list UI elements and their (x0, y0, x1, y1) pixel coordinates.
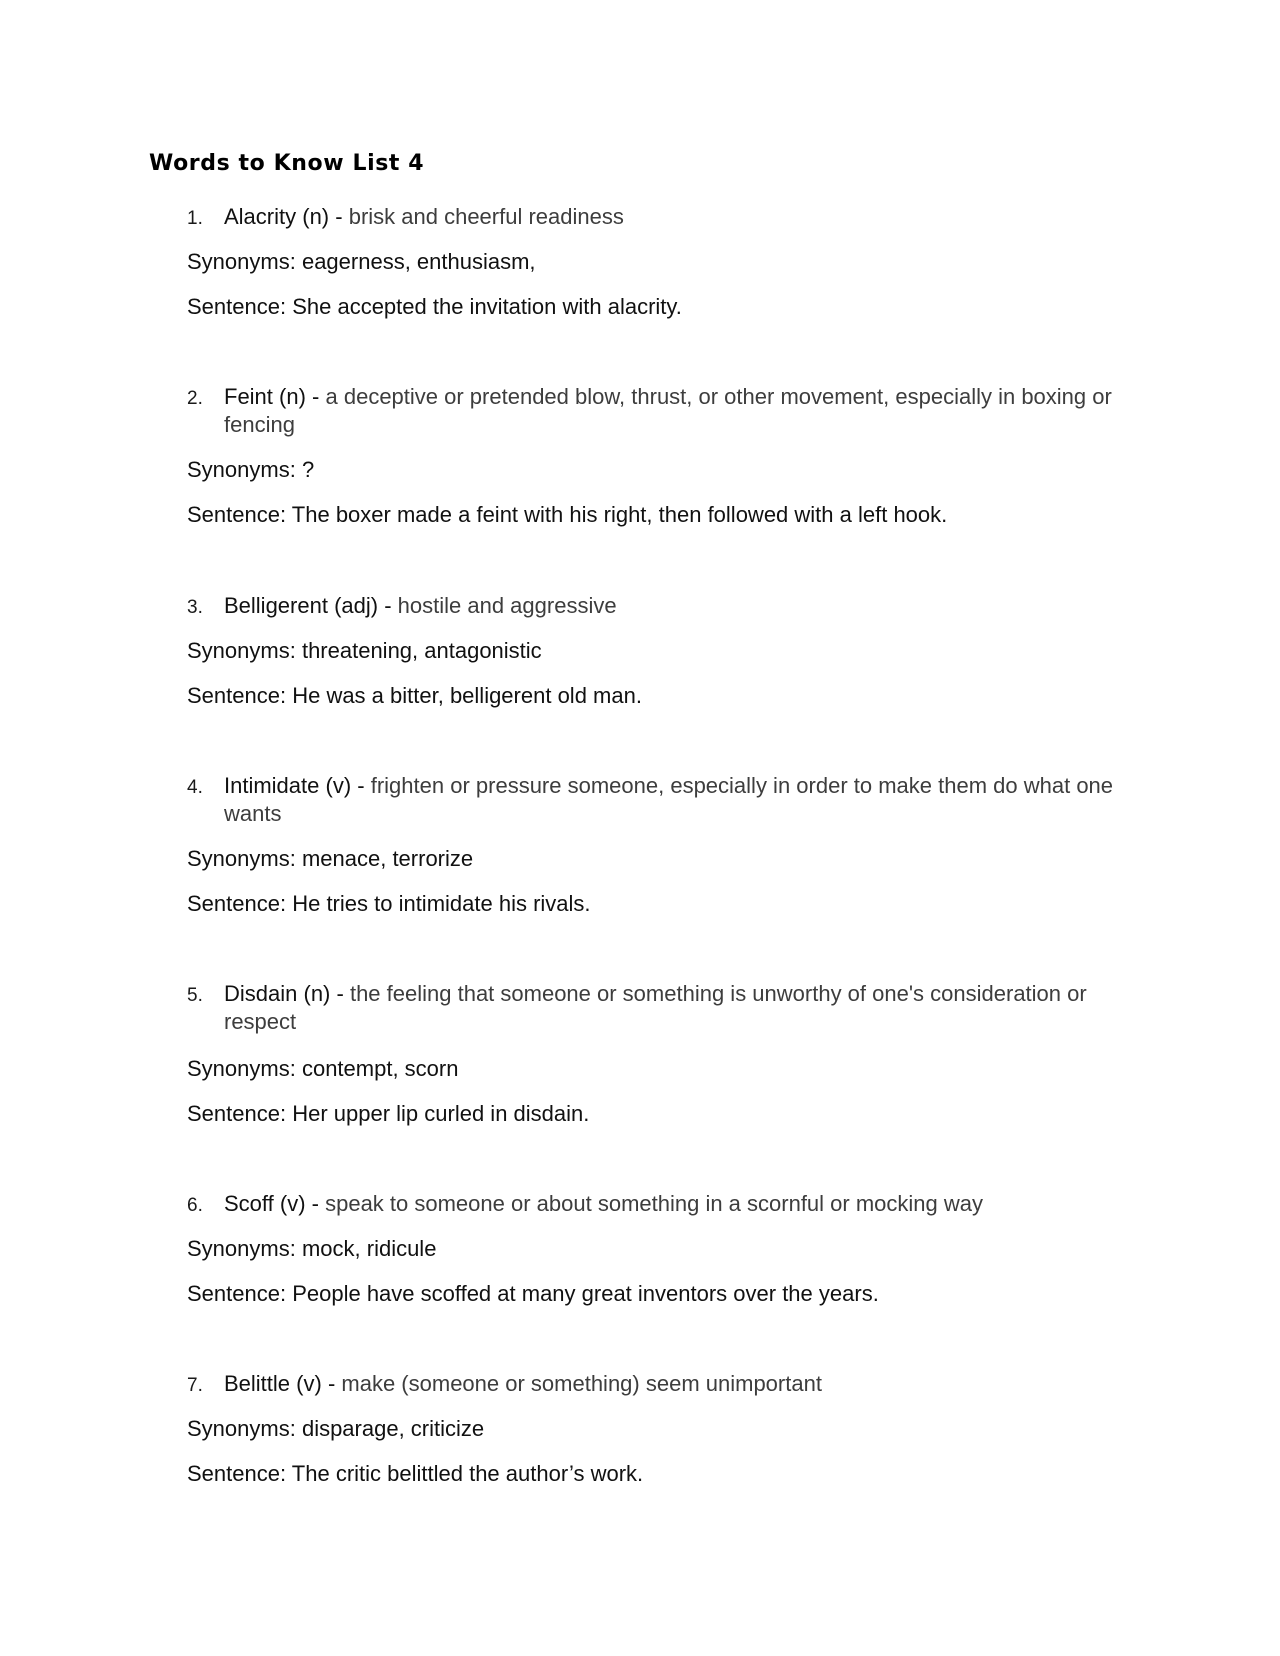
item-number: 3. (187, 597, 203, 618)
definition-text: Intimidate (v) - frighten or pressure someone, especially in order to make them do what one wants (224, 773, 1114, 826)
synonyms-label: Synonyms: (187, 846, 296, 871)
sentence-label: Sentence: (187, 294, 287, 319)
definition-line (187, 592, 1147, 620)
definition: the feeling that someone or something is unworthy of one's consideration or respect (224, 981, 1087, 1034)
synonyms-row (187, 1415, 484, 1443)
synonyms: menace, terrorize (301, 846, 474, 871)
sentence: He tries to intimidate his rivals. (292, 891, 591, 916)
word: Feint (224, 384, 273, 409)
definition-line (187, 1190, 1147, 1218)
definition-line (187, 383, 1147, 439)
word: Belittle (224, 1371, 291, 1396)
part-of-speech: (n) (302, 204, 330, 229)
part-of-speech: (n) (303, 981, 331, 1006)
definition-text: Scoff (v) - speak to someone or about something in a scornful or mocking way (224, 1191, 983, 1216)
item-number: 6. (187, 1195, 203, 1216)
definition-text: Belligerent (adj) - hostile and aggressive (224, 593, 617, 618)
synonyms-row (187, 456, 314, 484)
definition-text: Disdain (n) - the feeling that someone or something is unworthy of one's consideration or respect (224, 981, 1087, 1034)
sentence: She accepted the invitation with alacrity. (292, 294, 682, 319)
synonyms-label: Synonyms: (187, 1416, 296, 1441)
sentence: The boxer made a feint with his right, then followed with a left hook. (291, 502, 948, 527)
synonyms: disparage, criticize (301, 1416, 485, 1441)
synonyms-row (187, 248, 536, 276)
definition-line (187, 203, 1147, 231)
word: Belligerent (224, 593, 328, 618)
definition: brisk and cheerful readiness (348, 204, 624, 229)
sentence-label: Sentence: (187, 1101, 287, 1126)
synonyms-row (187, 1235, 436, 1263)
item-number: 1. (187, 208, 203, 229)
part-of-speech: (v) (279, 1191, 306, 1216)
sentence-row (187, 1460, 643, 1488)
sentence-row (187, 293, 682, 321)
sentence-label: Sentence: (187, 683, 287, 708)
item-number: 7. (187, 1375, 203, 1396)
definition: hostile and aggressive (397, 593, 617, 618)
synonyms: ? (301, 457, 315, 482)
definition-line (187, 980, 1147, 1036)
part-of-speech: (n) (279, 384, 306, 409)
sentence-label: Sentence: (187, 502, 287, 527)
synonyms: mock, ridicule (301, 1236, 437, 1261)
definition: a deceptive or pretended blow, thrust, or other movement, especially in boxing or fencing (224, 384, 1112, 437)
synonyms-label: Synonyms: (187, 638, 296, 663)
sentence: People have scoffed at many great inventors over the years. (292, 1281, 879, 1306)
word: Intimidate (224, 773, 320, 798)
synonyms: threatening, antagonistic (301, 638, 542, 663)
sentence-label: Sentence: (187, 891, 287, 916)
sentence-row (187, 890, 591, 918)
part-of-speech: (v) (296, 1371, 322, 1396)
sentence-row (187, 1100, 589, 1128)
definition-text: Alacrity (n) - brisk and cheerful readiness (224, 204, 624, 229)
part-of-speech: (v) (325, 773, 352, 798)
sentence-row (187, 501, 947, 529)
word: Alacrity (224, 204, 297, 229)
page-title: Words to Know List 4 (149, 151, 425, 176)
sentence-row (187, 1280, 879, 1308)
word: Disdain (224, 981, 298, 1006)
synonyms: eagerness, enthusiasm, (301, 249, 536, 274)
sentence-label: Sentence: (187, 1461, 287, 1486)
part-of-speech: (adj) (334, 593, 379, 618)
definition: speak to someone or about something in a scornful or mocking way (325, 1191, 983, 1216)
synonyms: contempt, scorn (301, 1056, 459, 1081)
sentence: Her upper lip curled in disdain. (292, 1101, 590, 1126)
definition: frighten or pressure someone, especially in order to make them do what one wants (224, 773, 1114, 826)
definition: make (someone or something) seem unimportant (341, 1371, 822, 1396)
synonyms-label: Synonyms: (187, 1236, 296, 1261)
item-number: 2. (187, 388, 203, 409)
definition-line (187, 772, 1147, 828)
synonyms-label: Synonyms: (187, 457, 296, 482)
item-number: 5. (187, 985, 203, 1006)
synonyms-label: Synonyms: (187, 249, 296, 274)
definition-line (187, 1370, 1147, 1398)
sentence: He was a bitter, belligerent old man. (292, 683, 642, 708)
sentence-row (187, 682, 642, 710)
definition-text: Belittle (v) - make (someone or something) seem unimportant (224, 1371, 822, 1396)
definition-text: Feint (n) - a deceptive or pretended blow, thrust, or other movement, especially in boxing or fencing (224, 384, 1112, 437)
synonyms-row (187, 1055, 458, 1083)
word: Scoff (224, 1191, 274, 1216)
synonyms-label: Synonyms: (187, 1056, 296, 1081)
sentence-label: Sentence: (187, 1281, 287, 1306)
item-number: 4. (187, 777, 203, 798)
synonyms-row (187, 637, 542, 665)
sentence: The critic belittled the author’s work. (291, 1461, 644, 1486)
synonyms-row (187, 845, 473, 873)
